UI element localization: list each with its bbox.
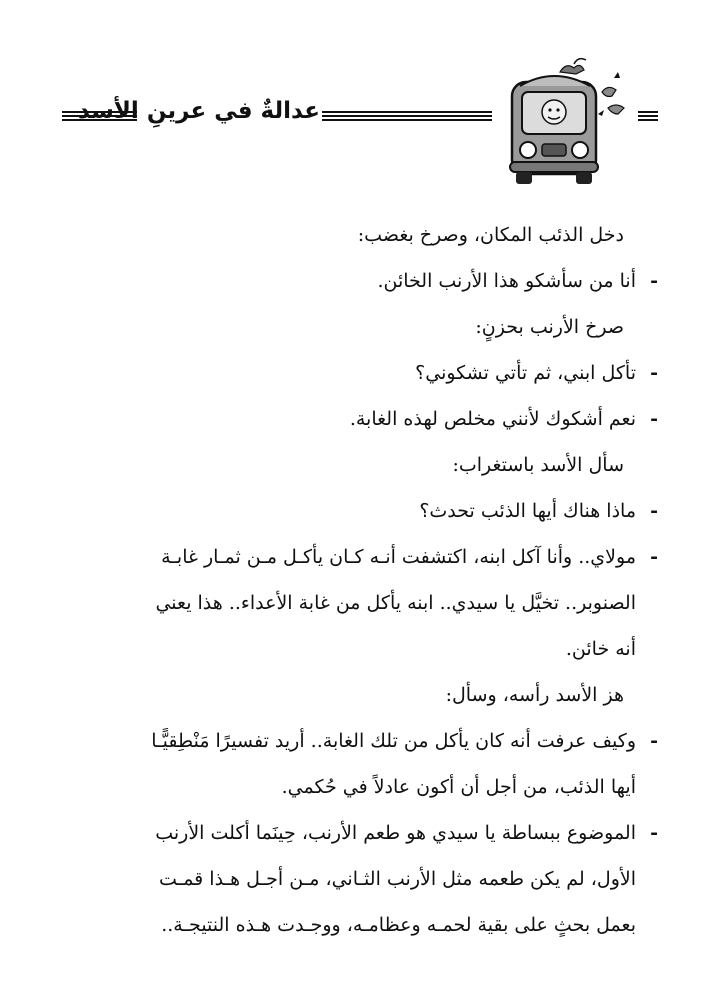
dialogue-text xyxy=(62,534,636,672)
dialogue-text: تأكل ابني، ثم تأتي تشكوني؟ xyxy=(415,362,636,384)
dialogue-item xyxy=(62,350,658,396)
decorative-rule-right xyxy=(638,111,658,121)
dialogue-line: الأول، لم يكن طعمه مثل الأرنب الثـاني، مـن أجـل هـذا قمـت xyxy=(158,868,636,890)
dialogue-item xyxy=(62,488,658,534)
dialogue-line: الصنوبر.. تخيَّل يا سيدي.. ابنه يأكل من غابة الأعداء.. هذا يعني xyxy=(155,592,636,614)
decorative-rule-middle xyxy=(322,111,492,121)
dialogue-text: أنا من سأشكو هذا الأرنب الخائن. xyxy=(377,270,636,292)
dash-bullet: - xyxy=(650,822,658,844)
dialogue-item xyxy=(62,534,658,672)
dialogue-line: وكيف عرفت أنه كان يأكل من تلك الغابة.. أريد تفسيرًا مَنْطِقيًّـا xyxy=(151,730,636,752)
narration-line: هز الأسد رأسه، وسأل: xyxy=(445,684,624,706)
dialogue-line: بعمل بحثٍ على بقية لحمـه وعظامـه، ووجـدت هـذه النتيجـة.. xyxy=(161,914,636,936)
dash-bullet: - xyxy=(650,270,658,292)
car-with-birds-illustration xyxy=(490,52,640,192)
dialogue-line: أيها الذئب، من أجل أن أكون عادلاً في حُكمي. xyxy=(281,776,636,798)
dialogue-text xyxy=(62,718,636,810)
dash-bullet: - xyxy=(650,546,658,568)
chapter-title: عدالةٌ في عرينِ الأسد xyxy=(77,98,320,124)
story-text xyxy=(62,212,658,948)
dialogue-item xyxy=(62,718,658,810)
dialogue-item xyxy=(62,258,658,304)
dialogue-line: الموضوع ببساطة يا سيدي هو طعم الأرنب، حِينَما أكلت الأرنب xyxy=(155,822,636,844)
dash-bullet: - xyxy=(650,730,658,752)
dash-bullet: - xyxy=(650,408,658,430)
dialogue-line: مولاي.. وأنا آكل ابنه، اكتشفت أنـه كـان يأكـل مـن ثمـار غابـة xyxy=(161,546,636,568)
narration-line: دخل الذئب المكان، وصرخ بغضب: xyxy=(357,224,624,246)
dash-bullet: - xyxy=(650,500,658,522)
narration-line: سأل الأسد باستغراب: xyxy=(452,454,624,476)
dialogue-item xyxy=(62,396,658,442)
narration-line: صرخ الأرنب بحزنٍ: xyxy=(475,316,624,338)
page-header xyxy=(0,0,720,190)
dialogue-text: نعم أشكوك لأنني مخلص لهذه الغابة. xyxy=(349,408,636,430)
dialogue-line: أنه خائن. xyxy=(565,638,636,660)
dialogue-text: ماذا هناك أيها الذئب تحدث؟ xyxy=(419,500,636,522)
dash-bullet: - xyxy=(650,362,658,384)
dialogue-text xyxy=(62,810,636,948)
dialogue-item xyxy=(62,810,658,948)
